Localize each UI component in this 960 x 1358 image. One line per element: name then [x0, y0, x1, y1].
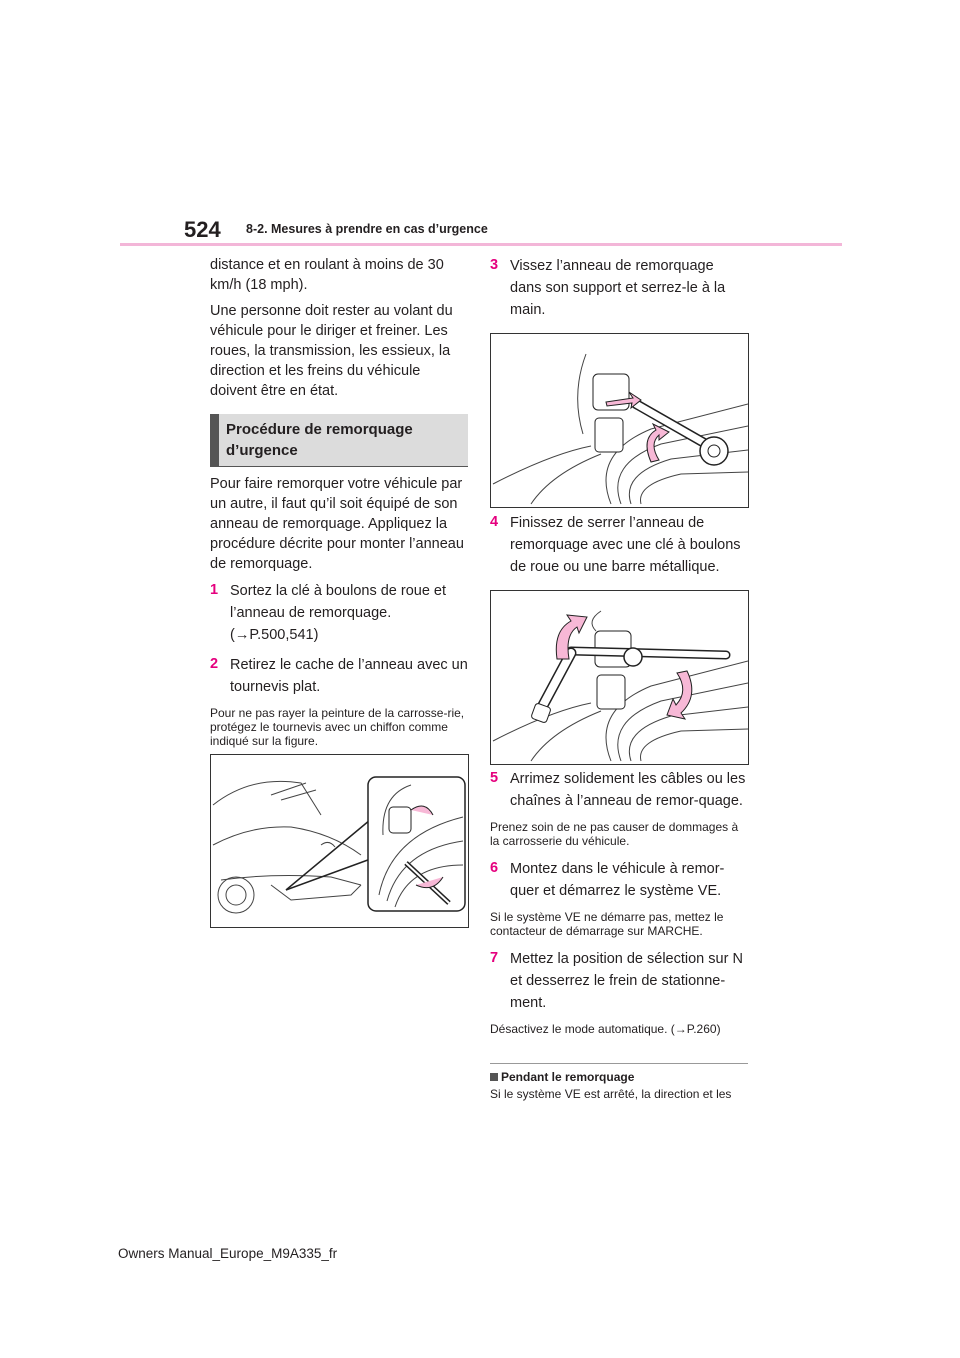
header-rule [120, 243, 842, 246]
step-text: Sortez la clé à boulons de roue et l’anneau de remorquage. (→P.500,541) [230, 583, 447, 643]
step-number: 1 [210, 582, 219, 598]
step-1 [210, 580, 468, 646]
step-2 [210, 654, 468, 698]
figure-screw-hook [490, 333, 749, 508]
step-6-note: Si le système VE ne démarre pas, mettez le contacteur de démarrage sur MARCHE. [490, 910, 724, 938]
figure-remove-cover-drawing [211, 755, 468, 927]
square-bullet-icon [490, 1073, 498, 1081]
paragraph-driver-note: Une personne doit rester au volant du véhicule pour le diriger et freiner. Les roues, la transmission, les essieux, la direction et les freins du véhicule doivent être en état. [210, 303, 453, 399]
section-title: 8-2. Mesures à prendre en cas d’urgence [246, 222, 488, 236]
step-text: Vissez l’anneau de remorquage dans son support et serrez-le à la main. [510, 258, 726, 318]
step-number: 6 [490, 860, 499, 876]
step-3 [490, 255, 748, 321]
figure-screw-hook-drawing [491, 334, 748, 507]
step-2-note: Pour ne pas rayer la peinture de la carrosse-rie, protégez le tournevis avec un chiffon comme indiqué sur la figure. [210, 706, 465, 748]
procedure-intro: Pour faire remorquer votre véhicule par un autre, il faut qu’il soit équipé de son anneau de remorquage. Appliquez la procédure décrite pour monter l’anneau de remorquage. [210, 476, 464, 572]
step-number: 2 [210, 656, 219, 672]
subsection-rule [490, 1063, 748, 1064]
step-text: Retirez le cache de l’anneau avec un tournevis plat. [230, 657, 468, 695]
step-6 [490, 858, 748, 902]
step-4 [490, 512, 748, 578]
step-text: Finissez de serrer l’anneau de remorquage avec une clé à boulons de roue ou une barre métallique. [510, 515, 741, 575]
subsection-title-text: Pendant le remorquage [501, 1070, 635, 1084]
right-column-step4 [490, 512, 748, 586]
footer-text: Owners Manual_Europe_M9A335_fr [118, 1246, 338, 1261]
step-number: 3 [490, 257, 499, 273]
subsection-text: Si le système VE est arrêté, la direction et les [490, 1087, 732, 1101]
step-7 [490, 948, 748, 1014]
paragraph-continuation: distance et en roulant à moins de 30 km/h (18 mph). [210, 257, 444, 293]
step-number: 5 [490, 770, 499, 786]
right-column-steps [490, 768, 748, 1046]
figure-tighten-wrench-drawing [491, 591, 748, 764]
heading-text: Procédure de remorquage d’urgence [226, 421, 413, 459]
step-5 [490, 768, 748, 812]
step-number: 4 [490, 514, 499, 530]
figure-tighten-wrench [490, 590, 749, 765]
subsection-title [490, 1070, 634, 1084]
step-text: Mettez la position de sélection sur N et desserrez le frein de stationne-ment. [510, 951, 743, 1011]
step-number: 7 [490, 950, 499, 966]
page-number: 524 [184, 217, 221, 242]
heading-bar [210, 414, 219, 466]
step-text: Arrimez solidement les câbles ou les chaînes à l’anneau de remor-quage. [510, 771, 746, 809]
left-column-steps [210, 474, 468, 758]
section-heading [210, 414, 468, 466]
step-5-note: Prenez soin de ne pas causer de dommages à la carrosserie du véhicule. [490, 820, 739, 848]
step-7-note: Désactivez le mode automatique. (→P.260) [490, 1022, 721, 1036]
heading-underline [210, 466, 468, 467]
figure-remove-cover [210, 754, 469, 928]
left-column-top [210, 255, 468, 407]
step-text: Montez dans le véhicule à remor-quer et démarrez le système VE. [510, 861, 725, 899]
right-column-step3 [490, 255, 748, 329]
